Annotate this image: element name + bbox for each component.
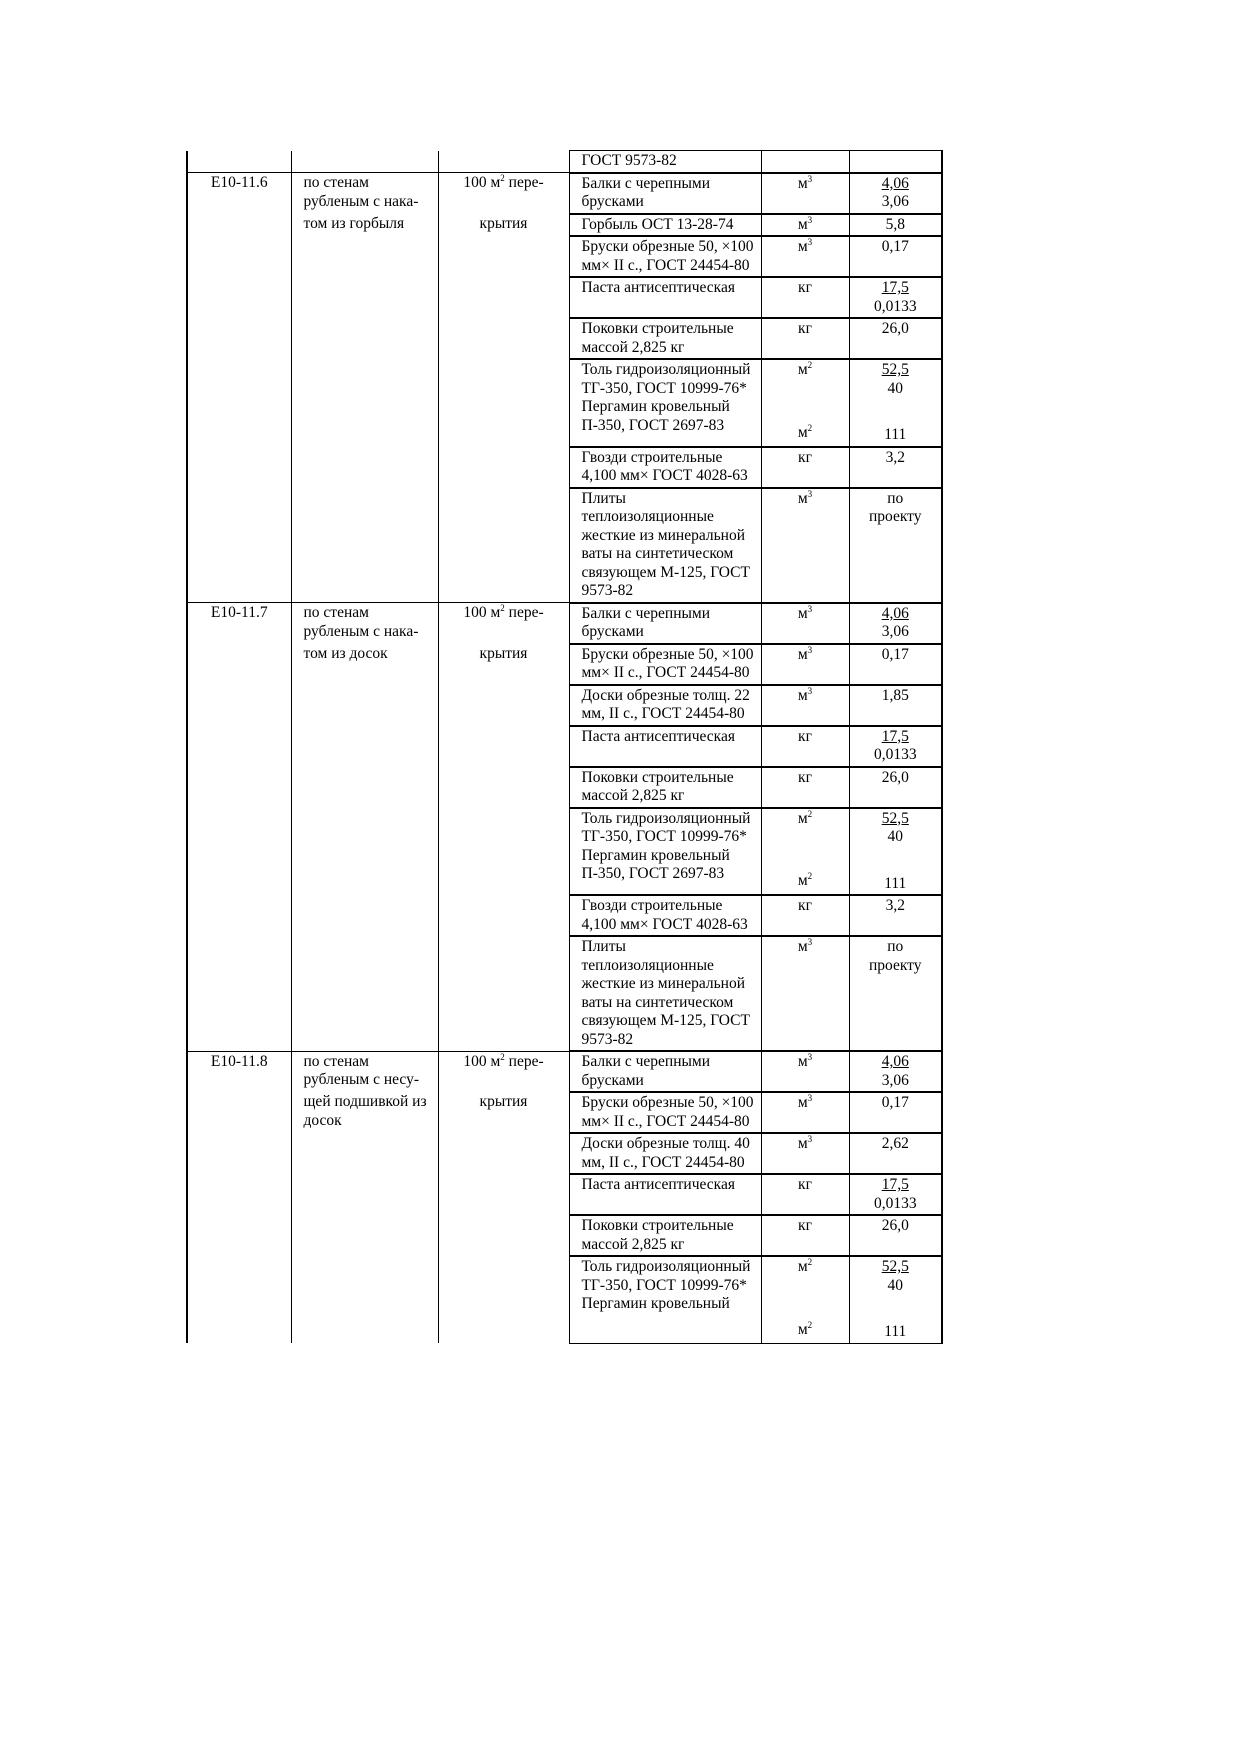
table-row xyxy=(187,359,942,447)
quantity-cell xyxy=(849,726,942,767)
unit-cell xyxy=(761,214,849,237)
quantity: 0,17 xyxy=(881,645,909,663)
material-name: Паста антисептическая xyxy=(581,1176,735,1193)
quantity: 0,17 xyxy=(881,1094,909,1111)
unit-cell xyxy=(761,1092,849,1133)
material-cell xyxy=(569,1215,761,1256)
unit-cell xyxy=(761,277,849,318)
material-name: Доски обрезные толщ. 40 мм, II с., ГОСТ 24454-80 xyxy=(581,1135,750,1171)
quantity-cell xyxy=(849,277,942,318)
material-name: Толь гидроизоляционный ТГ-350, ГОСТ 10999-76* xyxy=(581,361,751,397)
unit: $м^3$ xyxy=(797,1134,813,1152)
unit: $м^2$ xyxy=(797,422,813,441)
table-row xyxy=(187,277,942,318)
table-row xyxy=(187,1256,942,1343)
table-row xyxy=(187,1215,942,1256)
material-name: Паста антисептическая xyxy=(581,279,735,296)
quantity: 40 xyxy=(887,379,903,397)
unit-cell xyxy=(761,1051,849,1092)
material-name: Гвозди строительные 4,100 мм× ГОСТ 4028-63 xyxy=(581,897,748,933)
unit: кг xyxy=(798,448,812,466)
unit: $м^3$ xyxy=(797,685,813,704)
quantity: 40 xyxy=(887,828,903,845)
table-row xyxy=(187,936,942,1051)
material-name: Бруски обрезные 50, ×100 мм× II с., ГОСТ 24454-80 xyxy=(581,238,754,274)
quantity-cell xyxy=(849,447,942,488)
unit: $м^3$ xyxy=(797,1052,813,1070)
meter-unit: 100 $м^2$ пере- xyxy=(463,603,544,621)
unit: кг xyxy=(798,897,812,914)
quantity: 111 xyxy=(884,874,907,892)
material-name: Поковки строительные массой 2,825 кг xyxy=(581,1217,734,1253)
table-row xyxy=(187,173,942,214)
material-name: Гвозди строительные 4,100 мм× ГОСТ 4028-63 xyxy=(581,448,748,484)
norm-code: Е10-11.7 xyxy=(210,604,268,621)
unit-cell xyxy=(761,1256,849,1343)
material-name: Доски обрезные толщ. 22 мм, II с., ГОСТ 24454-80 xyxy=(581,686,750,722)
table-row xyxy=(187,214,942,237)
unit-cell xyxy=(761,767,849,808)
material-name: Плиты теплоизоляционные жесткие из минеральной ваты на синтетическом связующем М-125, ГОСТ 9573-82 xyxy=(581,489,750,599)
table-row xyxy=(187,603,942,644)
material-cell xyxy=(569,936,761,1051)
material-cell xyxy=(569,726,761,767)
unit: кг xyxy=(798,1217,812,1234)
unit: кг xyxy=(798,727,812,745)
table-row xyxy=(187,767,942,808)
meter-unit-cont: крытия xyxy=(479,644,528,662)
material-name: Балки с черепными брусками xyxy=(581,604,711,640)
material-name: Толь гидроизоляционный ТГ-350, ГОСТ 10999-76* xyxy=(581,1258,751,1294)
unit: $м^3$ xyxy=(797,237,813,255)
material-cell xyxy=(569,488,761,603)
material-cell xyxy=(569,447,761,488)
quantity: 3,2 xyxy=(885,448,905,466)
quantity: проекту xyxy=(868,956,922,974)
table-row xyxy=(187,808,942,896)
material-cell xyxy=(569,359,761,447)
quantity-cell xyxy=(849,1174,942,1215)
unit: $м^3$ xyxy=(797,214,813,233)
meter-unit: 100 $м^2$ пере- xyxy=(463,1051,544,1070)
quantity: 3,06 xyxy=(881,1071,909,1089)
unit-cell xyxy=(761,1174,849,1215)
quantity-cell xyxy=(849,1256,942,1343)
quantity: 52,5 xyxy=(881,809,909,827)
quantity: 0,0133 xyxy=(873,746,917,763)
material-name: Бруски обрезные 50, ×100 мм× II с., ГОСТ 24454-80 xyxy=(581,1094,754,1130)
work-name-line: рубленым с нака- xyxy=(303,192,419,210)
unit: $м^3$ xyxy=(797,173,813,192)
quantity: 1,85 xyxy=(881,686,909,704)
quantity: 17,5 xyxy=(881,279,909,296)
quantity: 26,0 xyxy=(881,1217,909,1234)
quantity-cell xyxy=(849,1133,942,1174)
table-row xyxy=(187,488,942,603)
quantity-cell xyxy=(849,1051,942,1092)
meter-unit: 100 $м^2$ пере- xyxy=(463,173,544,191)
material-cell xyxy=(569,895,761,936)
unit: кг xyxy=(798,320,812,337)
unit-cell xyxy=(761,488,849,603)
table-row xyxy=(187,1174,942,1215)
quantity: 26,0 xyxy=(881,320,909,337)
unit: кг xyxy=(798,1176,812,1193)
material-cell xyxy=(569,277,761,318)
unit: кг xyxy=(798,768,812,786)
norm-code: Е10-11.8 xyxy=(210,1052,268,1070)
quantity: 2,62 xyxy=(881,1135,909,1152)
material-name: ГОСТ 9573-82 xyxy=(569,151,761,173)
unit-cell xyxy=(761,359,849,447)
material-cell xyxy=(569,644,761,685)
unit: $м^2$ xyxy=(797,360,813,378)
unit-cell xyxy=(761,895,849,936)
material-name: Балки с черепными брусками xyxy=(581,174,711,210)
unit: $м^3$ xyxy=(797,1093,813,1111)
quantity: 3,2 xyxy=(885,897,905,914)
quantity: 111 xyxy=(884,1323,907,1340)
quantity: 52,5 xyxy=(881,361,909,378)
material-cell xyxy=(569,1092,761,1133)
material-name: Плиты теплоизоляционные жесткие из минеральной ваты на синтетическом связующем М-125, ГОСТ 9573-82 xyxy=(581,938,750,1048)
material-name: Поковки строительные массой 2,825 кг xyxy=(581,320,734,356)
quantity-cell xyxy=(849,173,942,214)
table-row xyxy=(187,1133,942,1174)
quantity: 4,06 xyxy=(881,1053,909,1070)
unit: $м^2$ xyxy=(797,1319,813,1338)
material-cell xyxy=(569,1256,761,1343)
material-name: Поковки строительные массой 2,825 кг xyxy=(581,768,734,804)
quantity: по xyxy=(887,938,904,955)
quantity-cell xyxy=(849,936,942,1051)
material-cell xyxy=(569,685,761,726)
material-cell xyxy=(569,214,761,237)
work-name-line: по стенам xyxy=(303,1052,369,1070)
work-name-line: по стенам xyxy=(303,604,369,621)
unit-cell xyxy=(761,726,849,767)
norms-table xyxy=(186,150,943,1344)
unit-cell xyxy=(761,644,849,685)
material-cell xyxy=(569,1051,761,1092)
quantity-cell xyxy=(849,488,942,603)
quantity: 3,06 xyxy=(881,193,909,210)
quantity: 17,5 xyxy=(881,1176,909,1193)
table-row xyxy=(187,644,942,685)
quantity: 0,0133 xyxy=(873,1194,917,1212)
work-name-line: щей подшивкой из досок xyxy=(303,1093,427,1129)
quantity: 5,8 xyxy=(885,215,905,233)
quantity: 111 xyxy=(884,426,907,443)
material-cell xyxy=(569,318,761,359)
work-name-line: по стенам xyxy=(303,174,369,191)
unit-cell xyxy=(761,236,849,277)
table-row xyxy=(187,236,942,277)
unit: $м^3$ xyxy=(797,603,813,622)
work-name-line: рубленым с несу- xyxy=(303,1071,420,1088)
quantity: 17,5 xyxy=(881,727,909,745)
material-name: Балки с черепными брусками xyxy=(581,1053,711,1089)
quantity-cell xyxy=(849,236,942,277)
material-name: Пергамин кровельный П-350, ГОСТ 2697-83 xyxy=(581,398,730,434)
unit: кг xyxy=(798,279,812,296)
material-name: Пергамин кровельный П-350, ГОСТ 2697-83 xyxy=(581,846,730,882)
quantity: 0,17 xyxy=(881,238,909,255)
quantity: 4,06 xyxy=(881,174,909,192)
unit-cell xyxy=(761,1133,849,1174)
meter-unit-cont: крытия xyxy=(479,214,528,232)
unit: $м^3$ xyxy=(797,644,813,663)
work-name-line: том из досок xyxy=(303,644,388,662)
material-cell xyxy=(569,767,761,808)
unit-cell xyxy=(761,936,849,1051)
quantity-cell xyxy=(849,685,942,726)
material-cell xyxy=(569,603,761,644)
quantity: 0,0133 xyxy=(873,297,917,315)
quantity: проекту xyxy=(868,508,922,525)
material-cell xyxy=(569,1174,761,1215)
quantity-cell xyxy=(849,1215,942,1256)
material-cell xyxy=(569,1133,761,1174)
material-cell xyxy=(569,236,761,277)
table-row xyxy=(187,151,942,173)
quantity-cell xyxy=(849,808,942,896)
quantity-cell xyxy=(849,214,942,237)
quantity-cell xyxy=(849,603,942,644)
unit-cell xyxy=(761,173,849,214)
meter-unit-cont: крытия xyxy=(479,1093,528,1110)
material-name: Паста антисептическая xyxy=(581,727,735,745)
quantity-cell xyxy=(849,644,942,685)
table-row xyxy=(187,1092,942,1133)
quantity: 3,06 xyxy=(881,623,909,640)
material-name: Пергамин кровельный xyxy=(581,1295,730,1312)
table-row xyxy=(187,685,942,726)
material-cell xyxy=(569,808,761,896)
unit: $м^3$ xyxy=(797,937,813,955)
unit-cell xyxy=(761,685,849,726)
quantity: 4,06 xyxy=(881,604,909,622)
table-row xyxy=(187,726,942,767)
unit: $м^3$ xyxy=(797,488,813,507)
quantity-cell xyxy=(849,359,942,447)
unit: $м^2$ xyxy=(797,1257,813,1275)
unit-cell xyxy=(761,447,849,488)
work-name-line: том из горбыля xyxy=(303,214,405,232)
quantity-cell xyxy=(849,318,942,359)
quantity: 52,5 xyxy=(881,1258,909,1275)
table-row xyxy=(187,1051,942,1092)
unit-cell xyxy=(761,808,849,896)
quantity: по xyxy=(887,489,904,507)
unit-cell xyxy=(761,318,849,359)
material-name: Горбыль ОСТ 13-28-74 xyxy=(581,215,734,233)
material-name: Бруски обрезные 50, ×100 мм× II с., ГОСТ 24454-80 xyxy=(581,645,754,681)
work-name-line: рубленым с нака- xyxy=(303,622,419,640)
quantity-cell xyxy=(849,1092,942,1133)
unit-cell xyxy=(761,1215,849,1256)
unit: $м^2$ xyxy=(797,871,813,889)
unit: $м^2$ xyxy=(797,808,813,827)
table-row xyxy=(187,447,942,488)
norm-code: Е10-11.6 xyxy=(210,174,268,191)
quantity-cell xyxy=(849,895,942,936)
quantity: 40 xyxy=(887,1276,903,1294)
norms-table-body xyxy=(187,151,942,1344)
unit-cell xyxy=(761,603,849,644)
table-row xyxy=(187,318,942,359)
material-name: Толь гидроизоляционный ТГ-350, ГОСТ 10999-76* xyxy=(581,809,751,845)
quantity: 26,0 xyxy=(881,768,909,786)
quantity-cell xyxy=(849,767,942,808)
table-row xyxy=(187,895,942,936)
material-cell xyxy=(569,173,761,214)
